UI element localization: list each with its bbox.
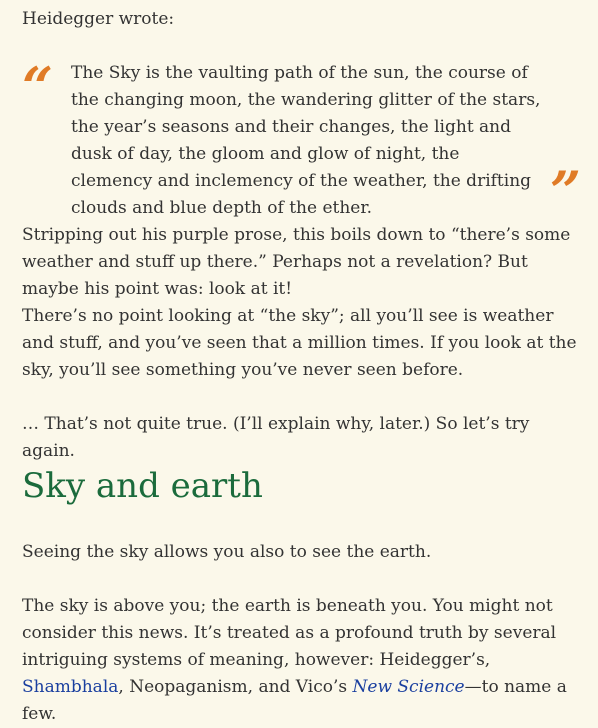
shambhala-link[interactable]: Shambhala [22,677,119,697]
intro-paragraph: Heidegger wrote: [22,9,175,29]
paragraph-not-true: … That’s not quite true. (I’ll explain why, later.) So let’s try again. [22,414,530,461]
paragraph-no-point: There’s no point looking at “the sky”; all you’ll see is weather and stuff, and you’ve seen that a million times. If you look at the sky, you’ll see something you’ve never seen before. [22,306,577,380]
new-science-link[interactable]: New Science [352,677,465,697]
paragraph-seeing-sky: Seeing the sky allows you also to see the earth. [22,542,432,562]
paragraph-sky-above [22,593,578,728]
paragraph-text-part2: , Neopaganism, and Vico’s [118,677,353,697]
paragraph-text-part1: The sky is above you; the earth is beneath you. You might not consider this news. It’s treated as a profound truth by several intriguing systems of meaning, however: Heidegger’s, [22,596,557,670]
quote-text: The Sky is the vaulting path of the sun, the course of the changing moon, the wandering glitter of the stars, the year’s seasons and their changes, the light and dusk of day, the gloom and glow of night, the clemency and inclemency of the weather, the drifting clouds and blue depth of the ether. [71,63,541,218]
paragraph-text-part3: —to name a few. [22,677,567,724]
paragraph-purple-prose: Stripping out his purple prose, this boils down to “there’s some weather and stuff up there.” Perhaps not a revelation? But maybe his point was: look at it! [22,225,571,299]
section-heading: Sky and earth [22,466,263,506]
blockquote [22,55,582,223]
open-quote-icon: “ [22,55,54,119]
close-quote-icon: ” [550,159,582,223]
